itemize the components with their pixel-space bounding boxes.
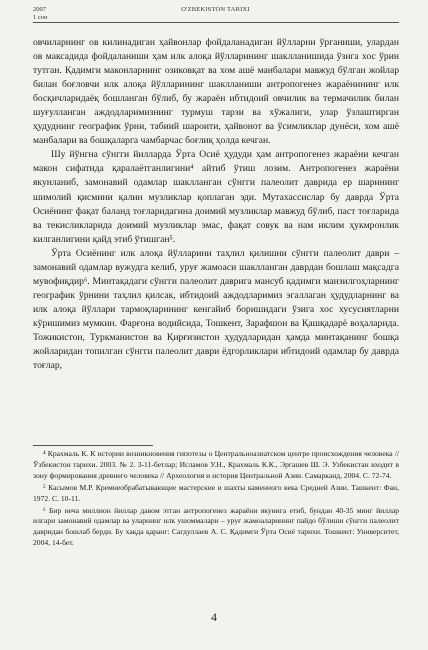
header-year: 2007	[33, 6, 46, 13]
footnote-5: ⁵ Касымов М.Р. Кремнеобрабатывающие мастерские и шахты каменного века Средней Азии. Ташкент: Фан, 1972. С. 10-11.	[33, 482, 399, 503]
paragraph-1: овчиларнинг ов килинадиган ҳайвонлар фойдаланадиган йўлларни ўрганиши, улардан ов максадида фойдаланиши ҳам илк алоқа йўлларининг шаклланишида ўзига хос ўрин тутган. Қадимги маконларнинг озиковқат ва хом ашё манбалари мавжуд бўлган жойлар билан боғловчи илк алоқа йўлларининг шаклланиши антропогенез жараёнининг илк босқичларидаёқ бошланган бўлиб, бу жараён ибтидоий овчилик ва термачилик билан шуғулланган аждодларимизнинг турмуш тарзи ва хўжалиги, улар ўзлаштирган ҳудуднинг географик ўрни, табиий шароити, ҳайвонот ва ўсимликлар дунёси, хом ашё манбалари ва бошқаларга чамбарчас боғлиқ ҳолда кечган.	[33, 37, 399, 147]
footnote-6: ⁶ Бир неча миллион йиллар давом этган антропогенез жараёни якунига етиб, бундан 40-35 минг йиллар илгари замонавий одамлар ва уларнинг илк ушоммалари – уруғ жамоаларининг пайдо бўлиши сўнгги палеолит давридан бошлаб берди. Бу хақда қаранг: Сагдуллаев А. С. Қадимги Ўрта Осиё тарихи. Тошкент: Университет, 2004, 14-бет.	[33, 505, 399, 548]
footnote-rule	[33, 445, 153, 446]
journal-title: O'ZBEKISTON TARIXI	[181, 6, 250, 13]
header-issue: 1 сон	[33, 14, 48, 21]
footnotes	[33, 449, 399, 550]
page-number: 4	[211, 610, 217, 624]
paragraph-3: Ўрта Осиёнинг илк алоқа йўлларини таҳлил қилишни сўнгги палеолит даври – замонавий одамлар вужудга келиб, уруғ жамоаси шаклланган даврдан бошлаш мақсадга мувофиқдир⁶. Минтақадаги сўнгги палеолит даврига мансуб қадимги манзилгоҳларнинг географик ўрнини таҳлил қилсак, ибтидоий аждодларимиз эгаллаган ҳудудларнинг ва илк алоқа йўллари тармоқларининг кенгайиб боришидаги ўзига хос хусусиятларни кўришимиз мумкин. Фарғона водийсида, Тошкент, Зарафшон ва Қашқадарё воҳаларида. Тожикистон, Туркманистон ва Қирғизистон ҳудудларидан ҳамда минтақанинг бошқа жойларидан топилган сўнгги палеолит даври ёдгорликлари ибтидоий одамлар бу даврда тоғлар,	[33, 247, 399, 372]
footnote-4: ⁴ Крахмаль К. К истории возникновения гипотезы о Центральноазиатском центре происхождения человека // Ўзбекистон тарихи. 2003. № 2. 3-11-бетлар; Исламов У.Н., Крахмаль К.К., Эргашев Ш. Э. Узбекистан входит в зону формирования древнего человека // Археология и история Центральной Азии. Самарканд, 2004. С. 72-74.	[33, 449, 399, 480]
paragraph-2: Шу йўнгна сўнгги йилларда Ўрта Осиё ҳудуди ҳам антропогенез жараёни кечган макон сифатида қаралаётганлигини⁴ айтиб ўтиш лозим. Антропогенез жараёни якунланиб, замонавий одамлар шаклланган сўнгги палеолит даврида ер шарининг шимолий қисмини қалин музликлар қоплаган эди. Мутахассислар бу даврда Ўрта Осиёнинг фақат баланд тоғларидагина доимий музликлар мавжуд бўлиб, паст тоғларида ва текисликларида доимий музликлар эмас, фақат совук ва нам иклим ҳукмронлик килганлигини қайд этиб ўтишган⁵.	[33, 149, 399, 245]
body-text	[33, 36, 399, 373]
header-rule	[33, 22, 399, 23]
